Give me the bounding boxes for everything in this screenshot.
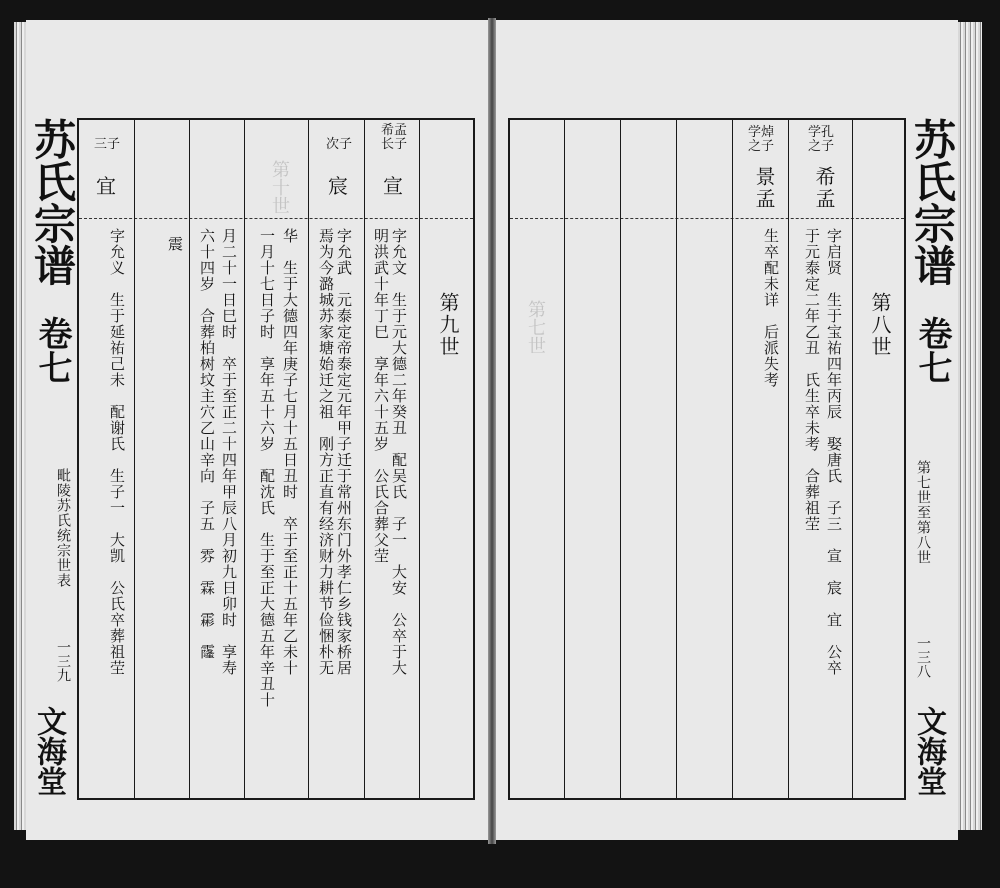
right-footer-label: 第七世至第八世 <box>915 460 931 565</box>
left-col2-bio-b: 焉为今潞城苏家塘始迁之祖 刚方正直有经济财力耕节俭悃朴无 <box>317 228 335 676</box>
left-col-rule <box>419 118 420 800</box>
left-frame-left <box>77 118 79 800</box>
left-col3-bio-a: 华 生于大德四年庚子七月十五日丑时 卒于至正十五年乙未十 <box>281 228 299 676</box>
right-frame-left <box>508 118 510 800</box>
left-col1-relation: 长子 <box>380 137 407 152</box>
right-frame-right <box>904 118 906 800</box>
left-col4-bio-b: 六十四岁 合葬柏树坟主穴乙山辛向 子五 雰 霖 霦 霳 <box>198 228 216 660</box>
right-col-rule <box>788 118 789 800</box>
left-col-rule <box>244 118 245 800</box>
right-col-rule <box>620 118 621 800</box>
left-col-rule <box>308 118 309 800</box>
right-col2-name: 景孟 <box>752 166 776 210</box>
left-col2-bio-a: 字允武 元泰定帝泰定元年甲子迁于常州东门外孝仁乡钱家桥居 <box>335 228 353 676</box>
left-col-rule <box>364 118 365 800</box>
right-book-title: 苏氏宗谱 <box>908 118 957 286</box>
right-col1-bio-a: 字启贤 生于宝祐四年丙辰 娶唐氏 子三 宣 宸 宜 公卒 <box>825 228 843 676</box>
left-frame-right <box>473 118 475 800</box>
left-col2-name: 宸 <box>328 174 350 198</box>
right-col1-relation: 之子 <box>807 139 834 154</box>
right-col-rule <box>564 118 565 800</box>
right-col-rule <box>732 118 733 800</box>
left-col1-father: 希孟 <box>380 123 407 138</box>
right-col-rule <box>852 118 853 800</box>
left-frame-bottom <box>77 798 475 800</box>
left-generation-title: 第九世 <box>436 292 460 358</box>
left-frame-top <box>77 118 475 120</box>
right-frame-bottom <box>508 798 906 800</box>
right-page-number: 一三八 <box>915 636 931 678</box>
left-col4-bio-a: 月二十一日巳时 卒于至正二十四年甲辰八月初九日卯时 享寿 <box>220 228 238 676</box>
right-ghost-generation: 第七世 <box>525 300 546 354</box>
left-col2-relation: 次子 <box>325 137 352 152</box>
right-volume-label: 卷七 <box>912 316 952 384</box>
left-publisher-mark: 文海堂 <box>31 706 66 796</box>
left-col1-name: 宣 <box>383 174 405 198</box>
right-frame-top <box>508 118 906 120</box>
right-col2-bio: 生卒配未详 后派失考 <box>762 228 780 388</box>
left-header-divider <box>79 218 473 219</box>
right-col2-father: 学焯 <box>747 125 774 140</box>
left-footer-label: 毗陵苏氏统宗世表 <box>55 468 71 588</box>
right-col1-father: 学孔 <box>807 125 834 140</box>
left-col6-relation: 三子 <box>93 137 120 152</box>
left-col6-bio: 字允义 生于延祐己未 配谢氏 生子一 大凯 公氏卒葬祖茔 <box>108 228 126 676</box>
right-page <box>496 20 958 840</box>
left-col1-bio-b: 明洪武十年丁巳 享年六十五岁 公氏合葬父茔 <box>372 228 390 564</box>
left-col1-bio-a: 字允文 生于元大德二年癸丑 配吴氏 子一 大安 公卒于大 <box>390 228 408 676</box>
left-page-number: 一三九 <box>55 640 71 682</box>
left-ghost-generation: 第十世 <box>269 160 290 214</box>
left-col6-name: 宜 <box>96 174 118 198</box>
left-col-rule <box>189 118 190 800</box>
right-publisher-mark: 文海堂 <box>911 706 946 796</box>
right-page-edge-stack <box>958 22 982 830</box>
right-col1-name: 希孟 <box>812 166 836 210</box>
left-volume-label: 卷七 <box>32 316 72 384</box>
book-gutter <box>488 18 496 844</box>
right-col-rule <box>676 118 677 800</box>
left-col5-bio: 震 <box>166 236 184 252</box>
right-header-divider <box>510 218 904 219</box>
right-col2-relation: 之子 <box>747 139 774 154</box>
left-page <box>26 20 488 840</box>
left-col-rule <box>134 118 135 800</box>
left-col3-bio-b: 一月十七日子时 享年五十六岁 配沈氏 生于至正大德五年辛丑十 <box>258 228 276 708</box>
right-col1-bio-b: 于元泰定二年乙丑 氏生卒未考 合葬祖茔 <box>803 228 821 532</box>
right-generation-title: 第八世 <box>868 292 892 358</box>
left-book-title: 苏氏宗谱 <box>28 118 77 286</box>
